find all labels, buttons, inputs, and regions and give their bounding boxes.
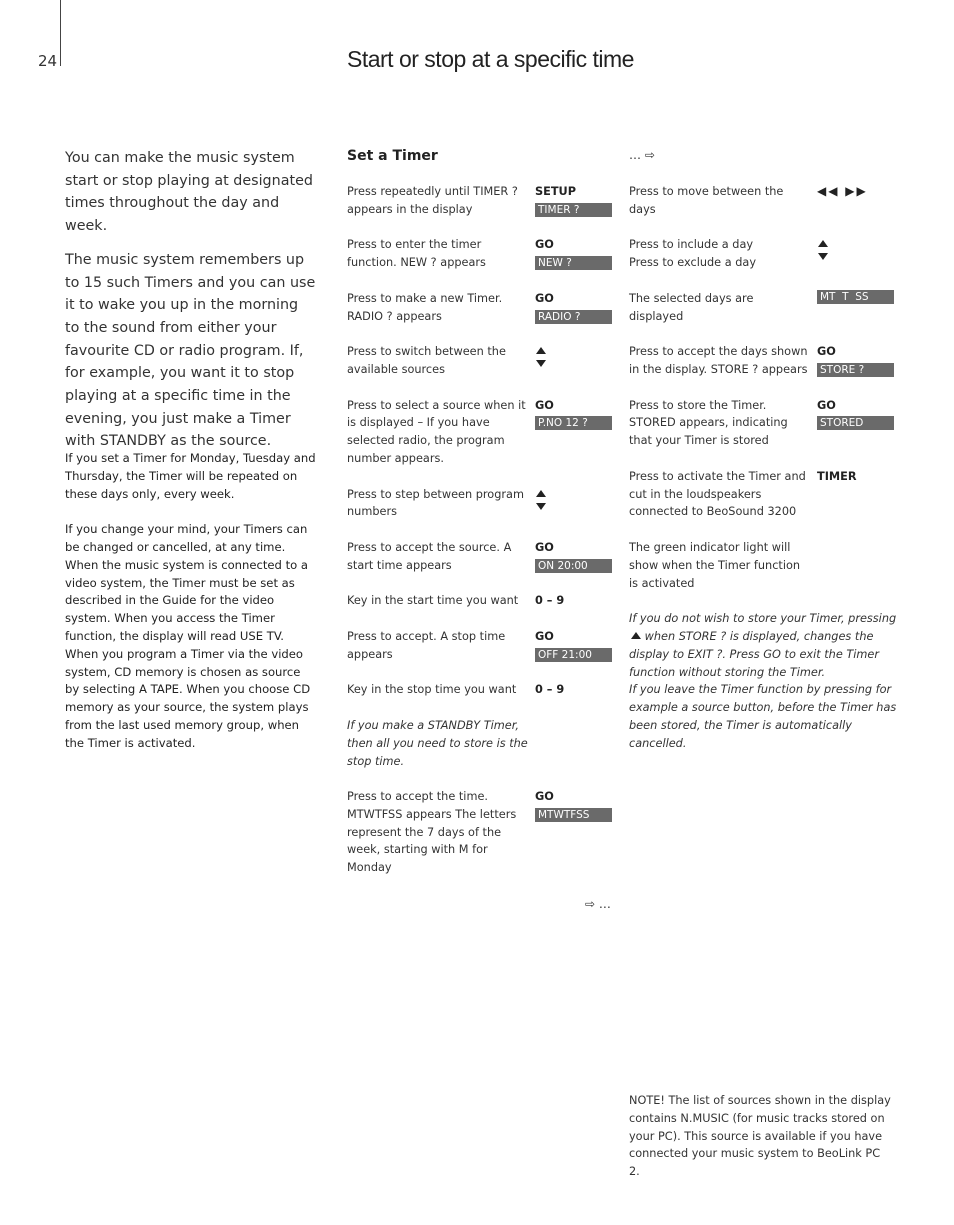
step-row xyxy=(629,290,897,326)
step-row xyxy=(347,183,615,219)
step-text: Press to store the Timer. STORED appears, indicating that your Timer is stored xyxy=(629,398,788,448)
down-arrow-icon xyxy=(536,360,546,367)
timer-days-column xyxy=(629,148,897,770)
key-label: GO xyxy=(535,540,554,554)
continued-marker: … ⇨ xyxy=(629,148,655,162)
continues-marker: ⇨ … xyxy=(585,897,611,911)
display-readout: STORE ? xyxy=(817,363,894,377)
display-readout: P.NO 12 ? xyxy=(535,416,612,430)
step-text: Press to exclude a day xyxy=(629,256,757,270)
step-row xyxy=(347,539,615,575)
store-note xyxy=(629,610,897,681)
display-readout: MT T SS xyxy=(817,290,894,304)
step-text: Press to accept the time. MTWTFSS appears The letters represent the 7 days of the week, starting with M for Monday xyxy=(347,790,517,875)
set-timer-column xyxy=(347,148,615,895)
step-row xyxy=(347,788,615,877)
step-text: Press to accept the source. A start time appears xyxy=(347,540,512,572)
key-label: GO xyxy=(817,398,836,412)
store-note-text: If you do not wish to store your Timer, pressing xyxy=(629,612,897,626)
key-label: GO xyxy=(535,790,554,804)
step-text: Press to accept the days shown in the display. STORE ? appears xyxy=(629,345,808,376)
key-label: TIMER xyxy=(817,469,857,483)
step-row xyxy=(347,397,615,468)
step-text: Press to include a day xyxy=(629,238,754,252)
step-row xyxy=(629,343,897,379)
step-text: Press to make a new Timer. RADIO ? appears xyxy=(347,291,503,323)
key-label: 0 – 9 xyxy=(535,594,565,608)
intro-paragraph: You can make the music system start or stop playing at designated times throughout the day and week. xyxy=(65,150,313,235)
margin-rule xyxy=(60,0,61,66)
down-arrow-icon xyxy=(818,253,828,260)
key-label: GO xyxy=(535,291,554,305)
step-row xyxy=(629,397,897,450)
note-paragraph: If you change your mind, your Timers can be changed or cancelled, at any time. When the music system is connected to a video system, the Timer must be set as described in the Guide for the video system. When you access the Timer function, the display will read USE TV. When you program a Timer via the video system, CD memory is chosen as source by selecting A TAPE. When you choose CD memory as your source, the system plays from the last used memory group, when the Timer is activated. xyxy=(65,522,311,750)
display-readout: MTWTFSS xyxy=(535,808,612,822)
up-arrow-icon xyxy=(818,240,828,247)
step-text: Press to activate the Timer and cut in the loudspeakers connected to BeoSound 3200 xyxy=(629,469,806,519)
key-label: GO xyxy=(535,398,554,412)
step-text: Press to switch between the available sources xyxy=(347,345,506,376)
key-label: GO xyxy=(535,238,554,252)
step-text: Key in the stop time you want xyxy=(347,683,517,697)
up-arrow-icon xyxy=(631,632,641,639)
up-arrow-icon xyxy=(536,347,546,354)
key-label: SETUP xyxy=(535,185,577,198)
step-row xyxy=(347,290,615,326)
step-row xyxy=(347,681,615,699)
page-number: 24 xyxy=(38,52,58,70)
display-readout: RADIO ? xyxy=(535,310,612,324)
display-readout: STORED xyxy=(817,416,894,430)
side-notes xyxy=(65,450,317,770)
step-row xyxy=(347,628,615,664)
step-text: Press to select a source when it is displayed – If you have selected radio, the program number appears. xyxy=(347,398,526,465)
display-readout: OFF 21:00 xyxy=(535,648,612,662)
step-row xyxy=(629,468,897,521)
step-row xyxy=(629,539,897,592)
step-text: Press to enter the timer function. NEW ? appears xyxy=(347,238,486,270)
key-label: GO xyxy=(535,629,554,643)
step-text: Press to accept. A stop time appears xyxy=(347,629,506,661)
step-row xyxy=(347,592,615,610)
store-note-text: when STORE ? is displayed, changes the display to EXIT ?. Press GO to exit the Timer function without storing the Timer. xyxy=(629,629,880,679)
key-label: GO xyxy=(817,345,836,359)
step-row xyxy=(347,236,615,272)
step-text: Press to move between the days xyxy=(629,185,784,216)
display-readout: NEW ? xyxy=(535,256,612,270)
step-text: Press repeatedly until TIMER ? appears in the display xyxy=(347,185,518,216)
step-text: The green indicator light will show when the Timer function is activated xyxy=(629,540,801,590)
step-row xyxy=(629,183,897,219)
step-row xyxy=(347,343,615,379)
intro-paragraph: The music system remembers up to 15 such Timers and you can use it to wake you up in the morning to the sound from either your favourite CD or radio program. If, for example, you want it to stop playing at a specific time in the evening, you just make a Timer with STANDBY as the source. xyxy=(65,251,316,450)
up-arrow-icon xyxy=(536,490,546,497)
step-row xyxy=(629,236,897,272)
step-text: Press to step between program numbers xyxy=(347,487,524,519)
note-paragraph: If you set a Timer for Monday, Tuesday and Thursday, the Timer will be repeated on these days only, every week. xyxy=(65,451,316,501)
step-text: Key in the start time you want xyxy=(347,594,519,608)
standby-note: If you make a STANDBY Timer, then all you need to store is the stop time. xyxy=(347,718,528,768)
cancel-note: If you leave the Timer function by pressing for example a source button, before the Timer has been stored, the Timer is automatically cancelled. xyxy=(629,683,897,750)
sources-note: NOTE! The list of sources shown in the display contains N.MUSIC (for music tracks stored on your PC). This source is available if you have connected your music system to BeoLink PC 2. xyxy=(629,1094,891,1179)
step-arrows-icon: ◀◀ ▶▶ xyxy=(817,184,868,198)
step-row xyxy=(347,486,615,522)
display-readout: ON 20:00 xyxy=(535,559,612,573)
display-readout: TIMER ? xyxy=(535,203,612,217)
step-text: The selected days are displayed xyxy=(629,291,754,323)
down-arrow-icon xyxy=(536,503,546,510)
key-label: 0 – 9 xyxy=(535,683,565,697)
section-heading: Set a Timer xyxy=(347,148,438,164)
intro-text xyxy=(65,147,317,464)
page-title: Start or stop at a specific time xyxy=(347,46,634,72)
